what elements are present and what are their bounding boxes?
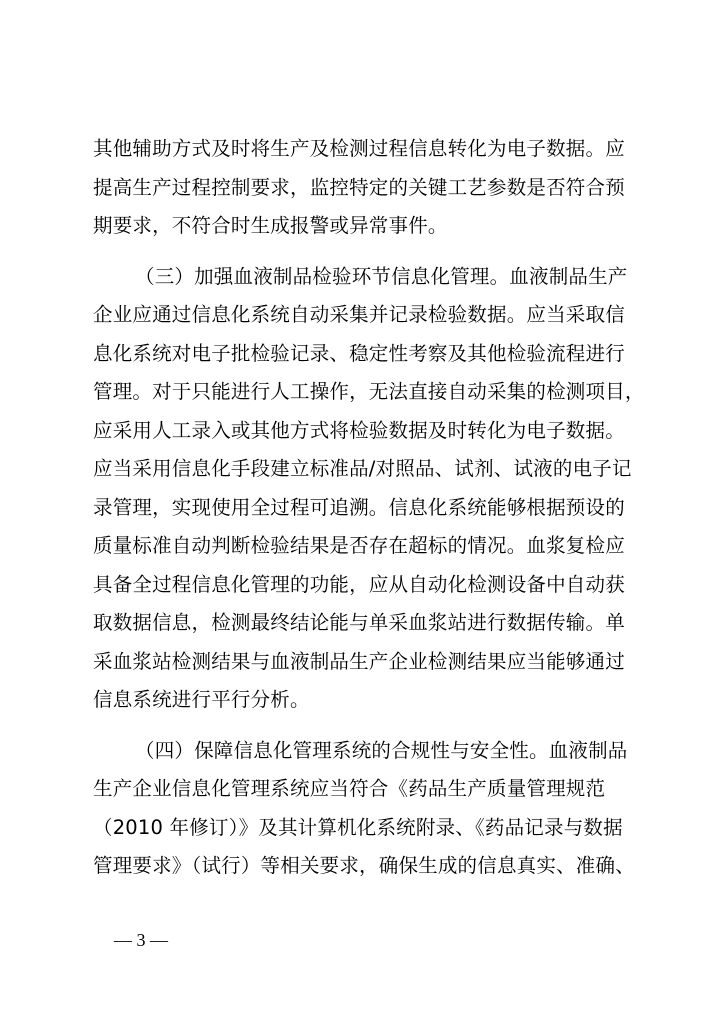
- page-number: — 3 —: [114, 930, 168, 950]
- text-line: 期要求，不符合时生成报警或异常事件。: [93, 214, 448, 237]
- text-line: 生产企业信息化管理系统应当符合《药品生产质量管理规范: [93, 777, 606, 800]
- text-line: 息化系统对电子批检验记录、稳定性考察及其他检验流程进行: [93, 341, 625, 365]
- document-body: [93, 130, 645, 886]
- text-line: （三）加强血液制品检验环节信息化管理。血液制品生产: [135, 264, 628, 288]
- text-line: 管理要求》（试行）等相关要求，确保生成的信息真实、准确、: [93, 854, 635, 877]
- text-line: 信息系统进行平行分析。: [93, 688, 310, 711]
- text-line: （四）保障信息化管理系统的合规性与安全性。血液制品: [135, 738, 628, 762]
- text-line: 提高生产过程控制要求，监控特定的关键工艺参数是否符合预: [93, 175, 625, 199]
- text-line: 企业应通过信息化系统自动采集并记录检验数据。应当采取信: [93, 303, 625, 326]
- paragraph-spacing: [93, 720, 638, 732]
- text-line: 质量标准自动判断检验结果是否存在超标的情况。血浆复检应: [93, 534, 625, 557]
- paragraph-section-3: [93, 258, 645, 720]
- paragraph-section-4: [93, 732, 638, 886]
- paragraph-continuation: [93, 130, 638, 246]
- text-line: 取数据信息，检测最终结论能与单采血浆站进行数据传输。单: [93, 611, 625, 634]
- text-line: 管理。对于只能进行人工操作，无法直接自动采集的检测项目，: [93, 380, 645, 403]
- text-line: 采血浆站检测结果与血液制品生产企业检测结果应当能够通过: [93, 649, 625, 673]
- text-line: 录管理，实现使用全过程可追溯。信息化系统能够根据预设的: [93, 495, 625, 519]
- text-line: 应当采用信息化手段建立标准品/对照品、试剂、试液的电子记: [93, 457, 632, 480]
- text-line: （2010 年修订）》及其计算机化系统附录、《药品记录与数据: [93, 815, 623, 839]
- text-line: 其他辅助方式及时将生产及检测过程信息转化为电子数据。应: [93, 137, 625, 160]
- paragraph-spacing: [93, 246, 638, 258]
- text-line: 具备全过程信息化管理的功能，应从自动化检测设备中自动获: [93, 572, 625, 596]
- text-line: 应采用人工录入或其他方式将检验数据及时转化为电子数据。: [93, 418, 625, 442]
